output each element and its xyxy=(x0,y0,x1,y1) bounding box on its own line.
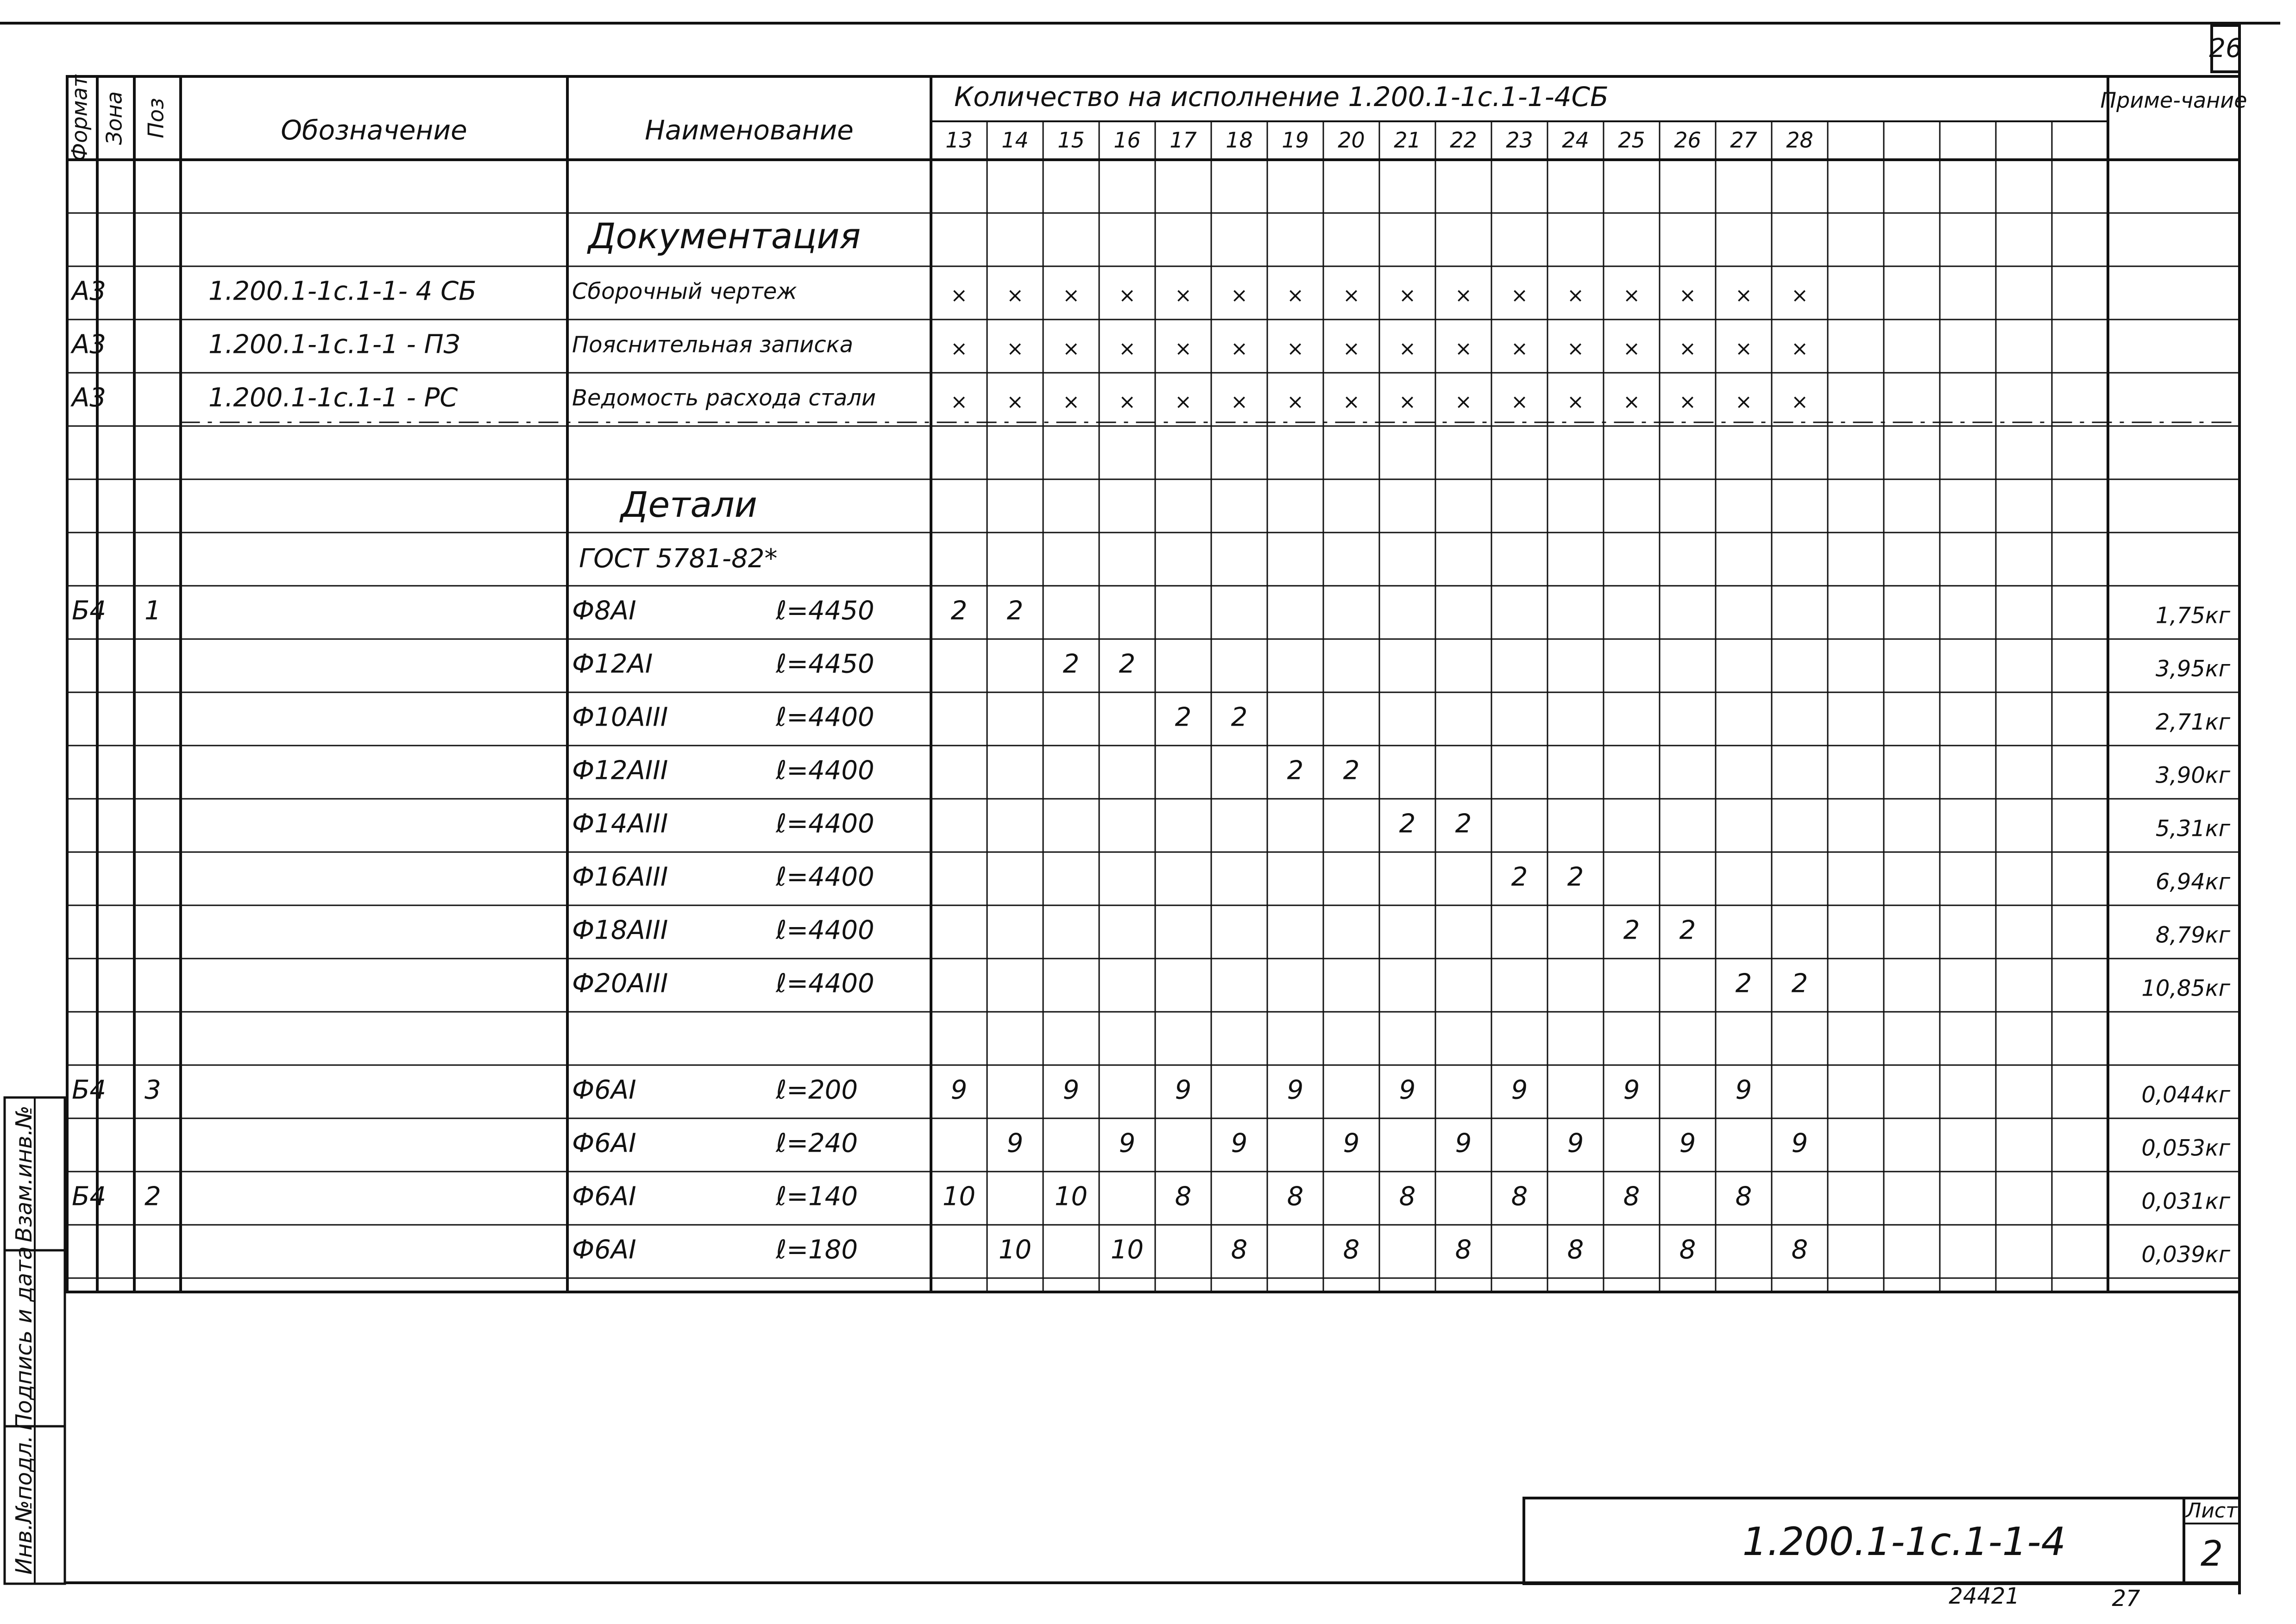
detail-qty: 2 xyxy=(1455,809,1472,839)
qty-mark: × xyxy=(1231,283,1248,307)
qty-mark: × xyxy=(1399,337,1416,361)
qty-mark: × xyxy=(1006,283,1024,307)
qty-mark: × xyxy=(1511,337,1528,361)
detail-qty: 2 xyxy=(1343,755,1360,786)
header-format: Формат xyxy=(67,75,92,162)
exec-column-label: 25 xyxy=(1618,127,1645,153)
footer-archive-number: 24421 xyxy=(1949,1583,2019,1609)
detail-qty: 10 xyxy=(998,1235,1032,1265)
detail-note: 3,95кг xyxy=(2155,656,2230,682)
detail-length: ℓ=4400 xyxy=(776,809,874,839)
qty-mark: × xyxy=(1175,337,1192,361)
detail-qty: 9 xyxy=(1063,1075,1080,1105)
exec-column-label: 26 xyxy=(1674,127,1701,153)
doc-designation: 1.200.1-1с.1-1 - ПЗ xyxy=(208,329,460,360)
detail-qty: 2 xyxy=(1511,862,1528,892)
detail-qty: 8 xyxy=(1623,1181,1640,1212)
qty-mark: × xyxy=(950,390,968,414)
detail-name: Ф8АI xyxy=(572,596,636,626)
qty-mark: × xyxy=(1063,337,1080,361)
qty-mark: × xyxy=(1287,337,1304,361)
detail-qty: 9 xyxy=(1511,1075,1528,1105)
detail-qty: 8 xyxy=(1455,1235,1472,1265)
header-name: Наименование xyxy=(645,114,854,146)
qty-mark: × xyxy=(1231,337,1248,361)
exec-column-label: 20 xyxy=(1338,127,1365,153)
detail-qty: 2 xyxy=(1679,915,1696,946)
detail-length: ℓ=4400 xyxy=(776,968,874,999)
side-stamp-label: Взам.инв.№ xyxy=(11,1105,37,1242)
detail-qty: 2 xyxy=(1735,968,1752,999)
qty-mark: × xyxy=(1006,337,1024,361)
qty-mark: × xyxy=(1343,283,1360,307)
detail-note: 1,75кг xyxy=(2155,602,2230,629)
qty-mark: × xyxy=(1455,337,1472,361)
exec-column-label: 15 xyxy=(1057,127,1085,153)
detail-length: ℓ=200 xyxy=(776,1075,858,1105)
detail-qty: 2 xyxy=(1567,862,1584,892)
detail-note: 3,90кг xyxy=(2155,762,2230,789)
header-designation: Обозначение xyxy=(281,114,467,146)
detail-name: Ф6АI xyxy=(572,1075,636,1105)
qty-mark: × xyxy=(1511,390,1528,414)
qty-mark: × xyxy=(1455,390,1472,414)
detail-name: Ф12АI xyxy=(572,649,653,679)
qty-mark: × xyxy=(1679,390,1696,414)
detail-qty: 2 xyxy=(1006,596,1024,626)
qty-mark: × xyxy=(1455,283,1472,307)
detail-name: Ф12АIII xyxy=(572,755,668,786)
detail-length: ℓ=180 xyxy=(776,1235,858,1265)
detail-length: ℓ=4400 xyxy=(776,862,874,892)
qty-mark: × xyxy=(1063,390,1080,414)
detail-qty: 8 xyxy=(1343,1235,1360,1265)
qty-mark: × xyxy=(1119,283,1136,307)
exec-column-label: 17 xyxy=(1170,127,1197,153)
detail-qty: 9 xyxy=(1623,1075,1640,1105)
side-stamp-label: Инв.№подл. xyxy=(11,1435,37,1575)
detail-qty: 8 xyxy=(1399,1181,1416,1212)
detail-qty: 8 xyxy=(1735,1181,1752,1212)
detail-qty: 2 xyxy=(1063,649,1080,679)
header-remark: Приме-чание xyxy=(2100,88,2247,113)
detail-qty: 9 xyxy=(1399,1075,1416,1105)
detail-name: Ф6АI xyxy=(572,1128,636,1159)
detail-qty: 8 xyxy=(1567,1235,1584,1265)
detail-format: Б4 xyxy=(72,1075,107,1105)
doc-name: Ведомость расхода стали xyxy=(572,385,876,411)
detail-qty: 8 xyxy=(1231,1235,1248,1265)
section-standard: ГОСТ 5781-82* xyxy=(579,544,778,574)
detail-qty: 2 xyxy=(1791,968,1808,999)
detail-qty: 9 xyxy=(1343,1128,1360,1159)
detail-format: Б4 xyxy=(72,596,107,626)
detail-qty: 9 xyxy=(1735,1075,1752,1105)
qty-mark: × xyxy=(1287,390,1304,414)
detail-pos: 2 xyxy=(145,1181,161,1212)
table-content xyxy=(11,33,2247,1611)
detail-length: ℓ=4450 xyxy=(776,596,874,626)
detail-qty: 2 xyxy=(950,596,968,626)
exec-column-label: 27 xyxy=(1730,127,1757,153)
detail-name: Ф16АIII xyxy=(572,862,668,892)
title-block-code: 1.200.1-1с.1-1-4 xyxy=(1742,1518,2066,1564)
detail-name: Ф6АI xyxy=(572,1235,636,1265)
header-pos: Поз xyxy=(143,98,169,138)
doc-format: А3 xyxy=(72,276,106,307)
detail-note: 10,85кг xyxy=(2141,975,2230,1002)
qty-mark: × xyxy=(1623,283,1640,307)
exec-column-label: 22 xyxy=(1450,127,1477,153)
qty-mark: × xyxy=(1623,390,1640,414)
exec-column-label: 28 xyxy=(1786,127,1813,153)
detail-pos: 3 xyxy=(145,1075,161,1105)
section-details: Детали xyxy=(621,483,757,525)
detail-qty: 10 xyxy=(1110,1235,1144,1265)
detail-name: Ф14АIII xyxy=(572,809,668,839)
qty-mark: × xyxy=(1735,390,1752,414)
detail-length: ℓ=4400 xyxy=(776,755,874,786)
qty-mark: × xyxy=(1399,390,1416,414)
qty-mark: × xyxy=(1063,283,1080,307)
qty-mark: × xyxy=(1791,390,1808,414)
qty-mark: × xyxy=(950,283,968,307)
footer-page-number: 27 xyxy=(2112,1586,2140,1611)
detail-length: ℓ=140 xyxy=(776,1181,858,1212)
detail-note: 6,94кг xyxy=(2155,869,2230,895)
exec-column-label: 14 xyxy=(1001,127,1029,153)
detail-qty: 9 xyxy=(950,1075,968,1105)
doc-format: А3 xyxy=(72,329,106,360)
detail-note: 2,71кг xyxy=(2155,709,2230,735)
header-quantity-title: Количество на исполнение 1.200.1-1с.1-1-4СБ xyxy=(954,81,1609,113)
side-stamp-label: Подпись и дата xyxy=(11,1246,37,1430)
detail-qty: 9 xyxy=(1287,1075,1304,1105)
detail-qty: 9 xyxy=(1455,1128,1472,1159)
qty-mark: × xyxy=(1791,337,1808,361)
exec-column-label: 13 xyxy=(945,127,973,153)
header-zone: Зона xyxy=(101,91,127,145)
table-grid xyxy=(0,23,2279,1593)
qty-mark: × xyxy=(1623,337,1640,361)
qty-mark: × xyxy=(1679,337,1696,361)
detail-qty: 9 xyxy=(1006,1128,1024,1159)
qty-mark: × xyxy=(1231,390,1248,414)
qty-mark: × xyxy=(1791,283,1808,307)
detail-note: 5,31кг xyxy=(2155,815,2230,842)
detail-name: Ф18АIII xyxy=(572,915,668,946)
detail-qty: 2 xyxy=(1287,755,1304,786)
detail-qty: 9 xyxy=(1679,1128,1696,1159)
exec-column-label: 23 xyxy=(1506,127,1533,153)
exec-column-label: 24 xyxy=(1562,127,1589,153)
qty-mark: × xyxy=(1119,337,1136,361)
qty-mark: × xyxy=(1567,337,1584,361)
detail-length: ℓ=4400 xyxy=(776,702,874,733)
detail-qty: 2 xyxy=(1231,702,1248,733)
detail-length: ℓ=240 xyxy=(776,1128,858,1159)
doc-designation: 1.200.1-1с.1-1- 4 СБ xyxy=(208,276,477,307)
detail-qty: 8 xyxy=(1287,1181,1304,1212)
qty-mark: × xyxy=(1735,337,1752,361)
section-documentation: Документация xyxy=(588,215,861,257)
qty-mark: × xyxy=(1006,390,1024,414)
exec-column-label: 18 xyxy=(1226,127,1253,153)
qty-mark: × xyxy=(950,337,968,361)
qty-mark: × xyxy=(1343,337,1360,361)
detail-qty: 9 xyxy=(1231,1128,1248,1159)
detail-qty: 2 xyxy=(1399,809,1416,839)
doc-name: Пояснительная записка xyxy=(572,332,854,358)
detail-length: ℓ=4450 xyxy=(776,649,874,679)
qty-mark: × xyxy=(1679,283,1696,307)
detail-pos: 1 xyxy=(145,596,161,626)
detail-qty: 2 xyxy=(1623,915,1640,946)
detail-qty: 2 xyxy=(1119,649,1136,679)
detail-qty: 9 xyxy=(1791,1128,1808,1159)
sheet-corner-number: 26 xyxy=(2209,33,2242,64)
doc-designation: 1.200.1-1с.1-1 - РС xyxy=(208,382,458,413)
detail-qty: 8 xyxy=(1679,1235,1696,1265)
exec-column-label: 21 xyxy=(1394,127,1421,153)
detail-qty: 9 xyxy=(1119,1128,1136,1159)
detail-qty: 9 xyxy=(1567,1128,1584,1159)
qty-mark: × xyxy=(1399,283,1416,307)
detail-qty: 2 xyxy=(1175,702,1192,733)
detail-qty: 8 xyxy=(1175,1181,1192,1212)
detail-qty: 8 xyxy=(1511,1181,1528,1212)
detail-name: Ф20АIII xyxy=(572,968,668,999)
detail-name: Ф10АIII xyxy=(572,702,668,733)
detail-qty: 9 xyxy=(1175,1075,1192,1105)
qty-mark: × xyxy=(1175,390,1192,414)
qty-mark: × xyxy=(1735,283,1752,307)
title-block-sheet-label: Лист xyxy=(2186,1499,2238,1523)
qty-mark: × xyxy=(1287,283,1304,307)
qty-mark: × xyxy=(1343,390,1360,414)
detail-qty: 8 xyxy=(1791,1235,1808,1265)
exec-column-label: 19 xyxy=(1282,127,1309,153)
qty-mark: × xyxy=(1119,390,1136,414)
qty-mark: × xyxy=(1567,283,1584,307)
qty-mark: × xyxy=(1511,283,1528,307)
title-block-sheet-number: 2 xyxy=(2200,1532,2223,1574)
detail-length: ℓ=4400 xyxy=(776,915,874,946)
detail-name: Ф6АI xyxy=(572,1181,636,1212)
detail-note: 0,053кг xyxy=(2141,1135,2230,1161)
qty-mark: × xyxy=(1175,283,1192,307)
detail-format: Б4 xyxy=(72,1181,107,1212)
detail-note: 0,044кг xyxy=(2141,1082,2230,1108)
qty-mark: × xyxy=(1567,390,1584,414)
detail-note: 0,031кг xyxy=(2141,1188,2230,1215)
detail-note: 0,039кг xyxy=(2141,1242,2230,1268)
doc-format: А3 xyxy=(72,382,106,413)
doc-name: Сборочный чертеж xyxy=(572,278,797,305)
detail-qty: 10 xyxy=(942,1181,976,1212)
detail-qty: 10 xyxy=(1054,1181,1088,1212)
exec-column-label: 16 xyxy=(1113,127,1141,153)
detail-note: 8,79кг xyxy=(2155,922,2230,948)
